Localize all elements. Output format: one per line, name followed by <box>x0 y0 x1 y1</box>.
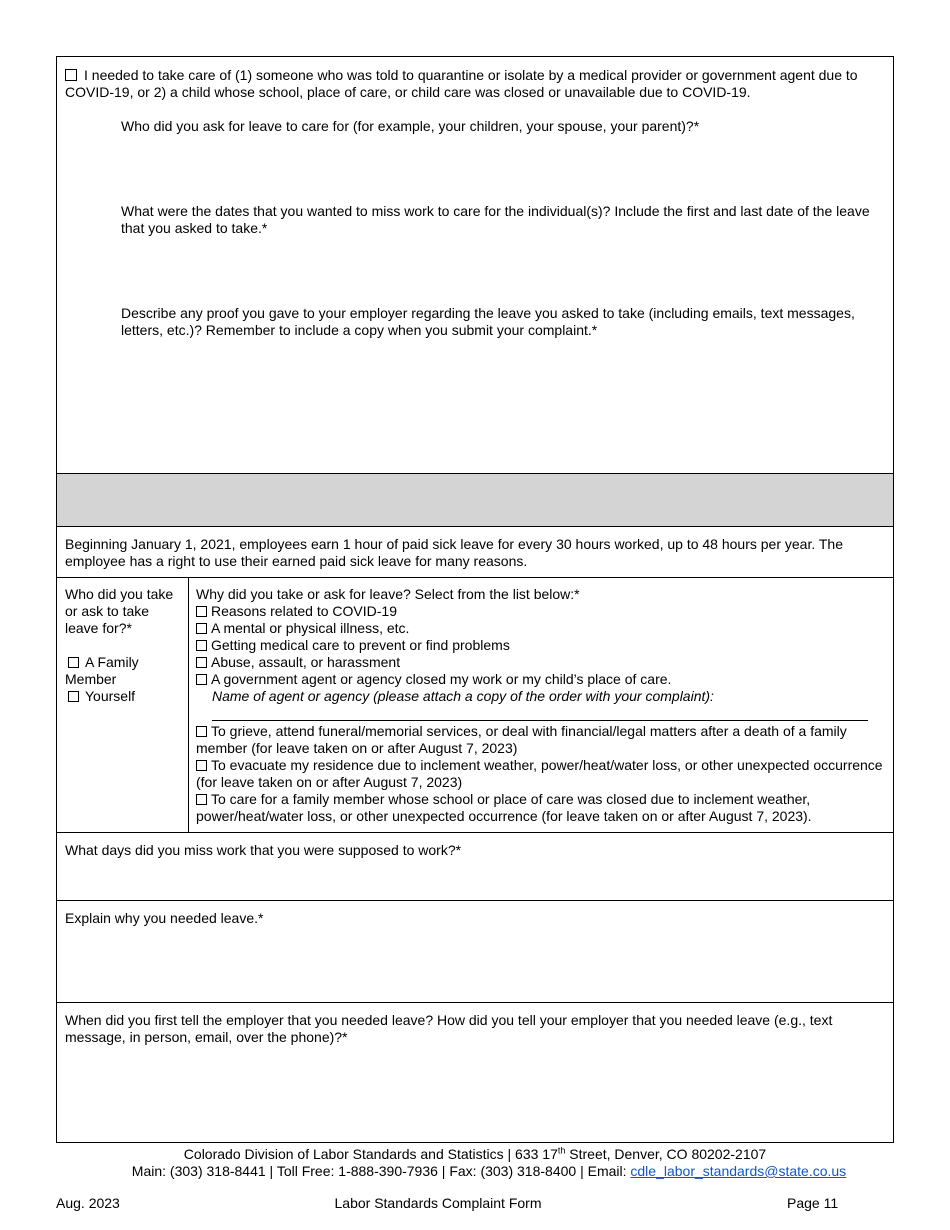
why-option-illness[interactable] <box>196 620 885 637</box>
intro-section <box>57 527 893 578</box>
footer-page-number: Page 11 <box>787 1195 839 1211</box>
why-option-label: Getting medical care to prevent or find problems <box>211 637 510 653</box>
why-option-label: To evacuate my residence due to inclement weather, power/heat/water loss, or other unexpected occurrence (for leave taken on or after August 7, 2023) <box>196 757 883 790</box>
address-pre: Colorado Division of Labor Standards and Statistics | 633 17 <box>183 1146 558 1162</box>
care-question-who: Who did you ask for leave to care for (for example, your children, your spouse, your parent)?* <box>121 118 700 134</box>
footer-date: Aug. 2023 <box>56 1195 120 1211</box>
checkbox[interactable] <box>196 640 207 651</box>
footer-contact <box>0 1163 950 1180</box>
why-option-abuse[interactable] <box>196 654 885 671</box>
checkbox[interactable] <box>196 726 207 737</box>
gray-divider-row <box>57 474 893 527</box>
why-option-covid[interactable] <box>196 603 885 620</box>
checkbox[interactable] <box>196 657 207 668</box>
who-option-yourself-label: Yourself <box>85 688 136 704</box>
leave-reason-section <box>57 578 893 833</box>
care-question-proof: Describe any proof you gave to your employer regarding the leave you asked to take (including emails, text messages, letters, etc.)? Remember to include a copy when you submit your complaint.* <box>121 305 855 338</box>
why-option-label: A mental or physical illness, etc. <box>211 620 410 636</box>
footer-address <box>0 1146 950 1163</box>
yourself-checkbox[interactable] <box>68 691 79 702</box>
why-option-label: Reasons related to COVID-19 <box>211 603 397 619</box>
checkbox[interactable] <box>196 760 207 771</box>
checkbox[interactable] <box>196 794 207 805</box>
who-option-family[interactable] <box>65 654 188 688</box>
care-checkbox-row[interactable] <box>65 67 885 101</box>
family-member-checkbox[interactable] <box>68 657 79 668</box>
tell-question: When did you first tell the employer that you needed leave? How did you tell your employer that you needed leave (e.g., text message, in person, email, over the phone)?* <box>65 1012 833 1045</box>
checkbox[interactable] <box>196 623 207 634</box>
why-option-label: To grieve, attend funeral/memorial services, or deal with financial/legal matters after a death of a family member (for leave taken on or after August 7, 2023) <box>196 723 847 756</box>
why-column <box>189 578 893 832</box>
paid-sick-leave-intro: Beginning January 1, 2021, employees earn 1 hour of paid sick leave for every 30 hours worked, up to 48 hours per year. The employee has a right to use their earned paid sick leave for many reasons. <box>65 536 843 569</box>
why-option-evacuate[interactable] <box>196 757 885 791</box>
who-option-yourself[interactable] <box>65 688 188 705</box>
tell-section[interactable] <box>57 1003 893 1142</box>
footer-form-name: Labor Standards Complaint Form <box>334 1195 542 1211</box>
explain-question: Explain why you needed leave.* <box>65 910 264 926</box>
agency-name-input-line[interactable] <box>212 705 868 721</box>
why-option-grieve[interactable] <box>196 723 885 757</box>
address-sup: th <box>557 1145 566 1156</box>
why-option-government[interactable] <box>196 671 885 688</box>
who-question: Who did you take or ask to take leave for?* <box>65 586 174 636</box>
why-option-label: Abuse, assault, or harassment <box>211 654 401 670</box>
contact-text: Main: (303) 318-8441 | Toll Free: 1-888-390-7936 | Fax: (303) 318-8400 | Email: <box>131 1163 631 1179</box>
why-question: Why did you take or ask for leave? Select from the list below:* <box>196 586 580 602</box>
care-question-dates: What were the dates that you wanted to miss work to care for the individual(s)? Include the first and last date of the leave that you asked to take.* <box>121 203 870 236</box>
why-option-medical-care[interactable] <box>196 637 885 654</box>
why-option-label: To care for a family member whose school or place of care was closed due to inclement weather, power/heat/water loss, or other unexpected occurrence (for leave taken on or after August 7, 2023). <box>196 791 812 824</box>
email-link[interactable]: cdle_labor_standards@state.co.us <box>630 1163 847 1179</box>
complaint-form-table <box>56 56 894 1143</box>
why-option-label: A government agent or agency closed my work or my child’s place of care. <box>211 671 672 687</box>
checkbox[interactable] <box>196 674 207 685</box>
address-post: Street, Denver, CO 80202-2107 <box>565 1146 767 1162</box>
care-checkbox-label: I needed to take care of (1) someone who was told to quarantine or isolate by a medical provider or government agent due to COVID-19, or 2) a child whose school, place of care, or child care was closed or unavailable due to COVID-19. <box>65 67 858 100</box>
checkbox[interactable] <box>196 606 207 617</box>
who-column <box>57 578 189 832</box>
why-option-family-care[interactable] <box>196 791 885 825</box>
explain-section[interactable] <box>57 901 893 1003</box>
days-question: What days did you miss work that you were supposed to work?* <box>65 842 462 858</box>
care-checkbox[interactable] <box>65 69 77 81</box>
care-section <box>57 57 893 474</box>
who-option-family-label: A Family Member <box>65 654 139 687</box>
agency-name-label: Name of agent or agency (please attach a copy of the order with your complaint): <box>212 688 714 704</box>
days-section[interactable] <box>57 833 893 901</box>
